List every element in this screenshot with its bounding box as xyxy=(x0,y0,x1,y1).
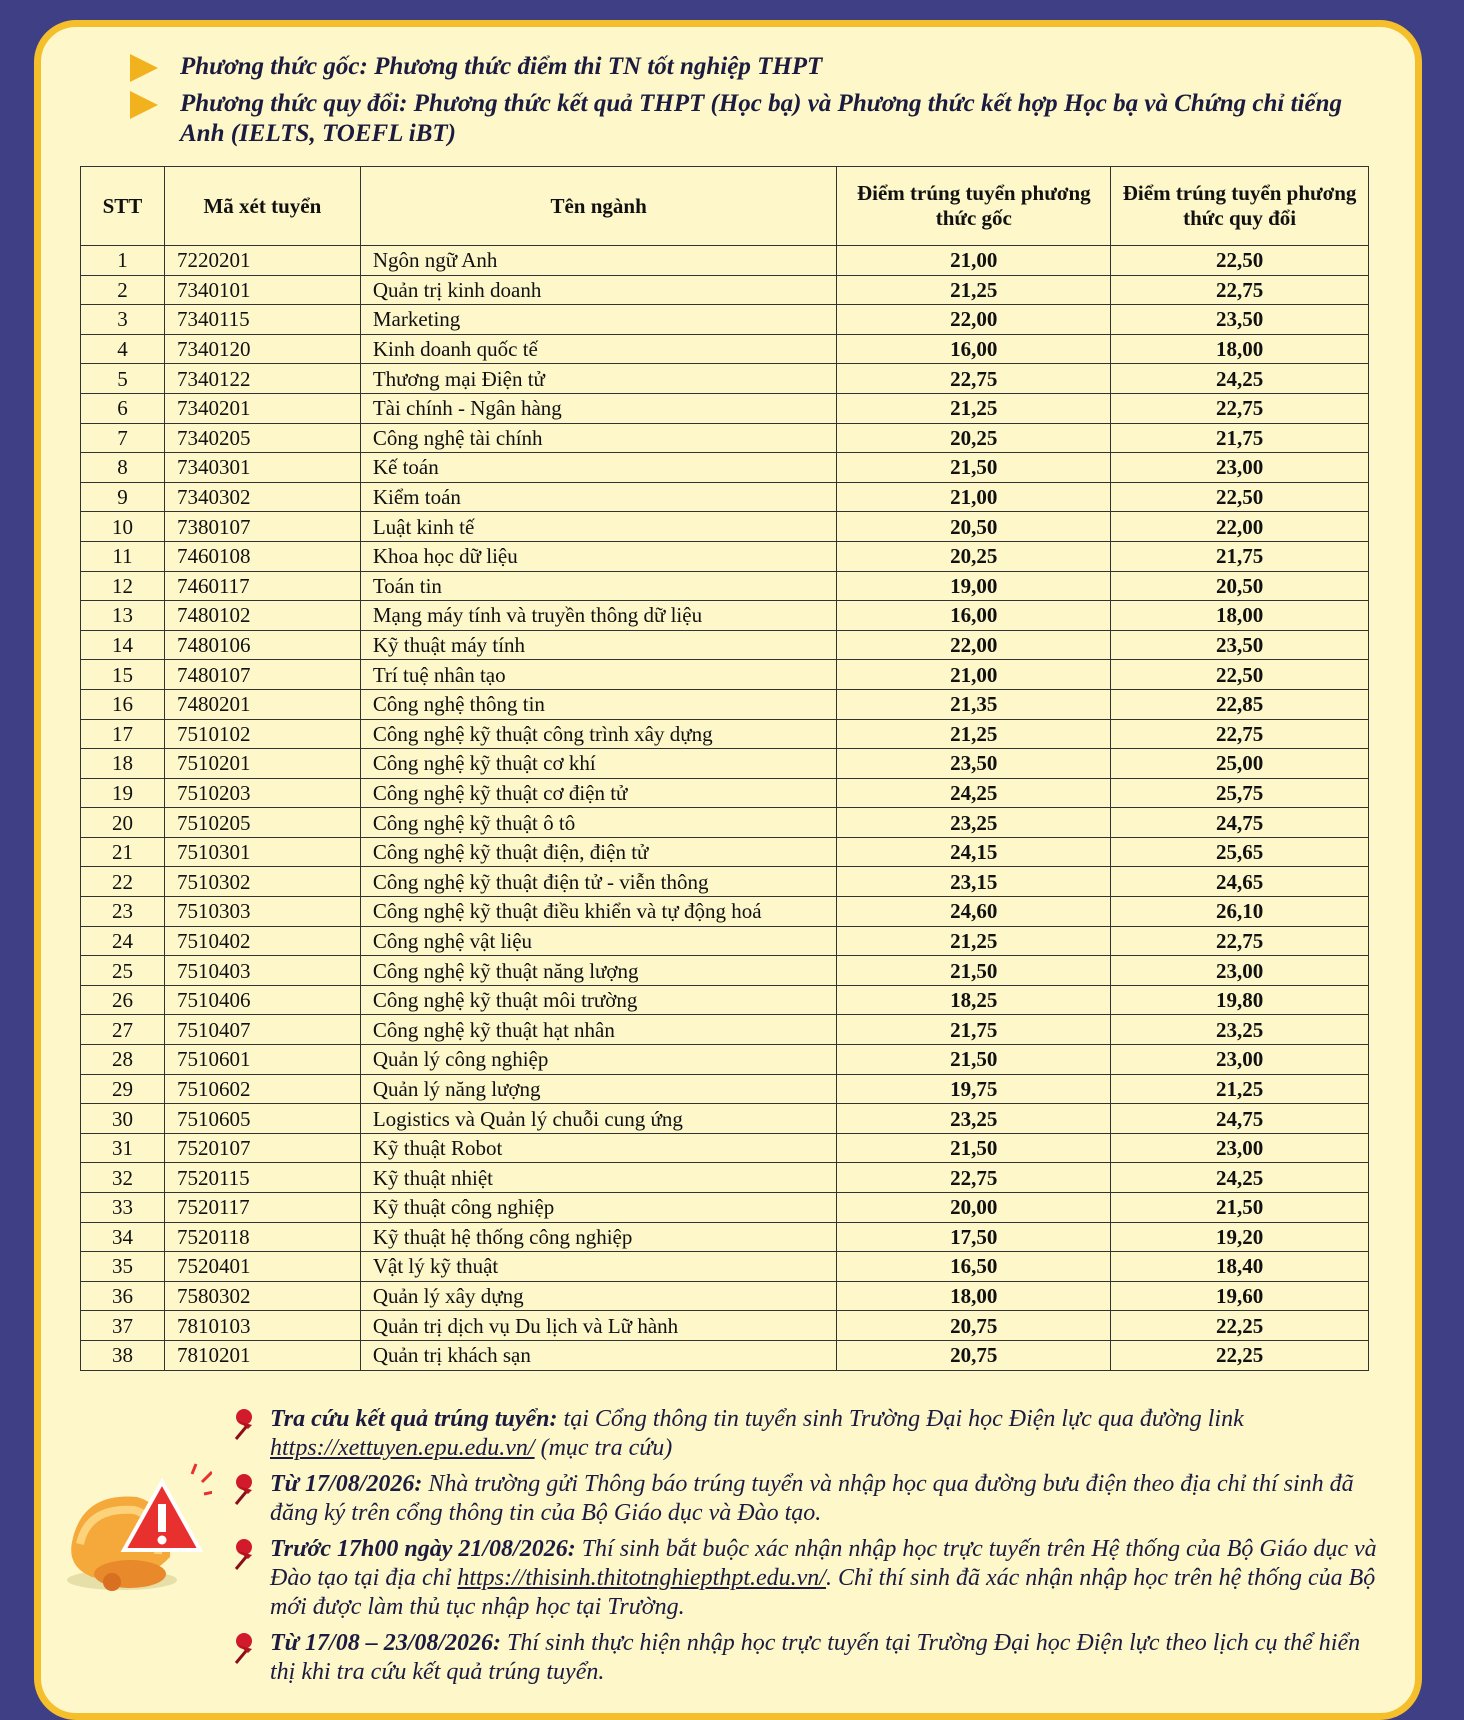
cell-stt: 15 xyxy=(81,660,165,690)
table-row xyxy=(81,601,1369,631)
table-row xyxy=(81,393,1369,423)
cell-code: 7480106 xyxy=(164,630,360,660)
cell-code: 7340115 xyxy=(164,305,360,335)
cell-score-goc: 16,50 xyxy=(837,1252,1111,1282)
cell-name: Vật lý kỹ thuật xyxy=(360,1252,837,1282)
cell-stt: 16 xyxy=(81,689,165,719)
cell-stt: 36 xyxy=(81,1281,165,1311)
pushpin-icon xyxy=(230,1537,260,1571)
cell-score-quydoi: 24,25 xyxy=(1111,1163,1369,1193)
table-row xyxy=(81,630,1369,660)
notes-list xyxy=(230,1405,1380,1694)
note-text-after: (mục tra cứu) xyxy=(534,1435,673,1461)
cell-score-goc: 21,00 xyxy=(837,482,1111,512)
note-text: Thí sinh bắt buộc xác nhận nhập học trực tuyến trên Hệ thống của Bộ Giáo dục và Đào tạo tại địa chỉ xyxy=(270,1536,1377,1591)
cell-name: Trí tuệ nhân tạo xyxy=(360,660,837,690)
cell-name: Logistics và Quản lý chuỗi cung ứng xyxy=(360,1104,837,1134)
table-row xyxy=(81,1015,1369,1045)
cell-stt: 24 xyxy=(81,926,165,956)
cell-score-quydoi: 23,00 xyxy=(1111,453,1369,483)
note-text-after: . Chỉ thí sinh đã xác nhận nhập học trên hệ thống của Bộ mới được làm thủ tục nhập học tại Trường. xyxy=(270,1565,1376,1620)
cell-code: 7510301 xyxy=(164,837,360,867)
cell-stt: 17 xyxy=(81,719,165,749)
table-row xyxy=(81,423,1369,453)
cell-code: 7510402 xyxy=(164,926,360,956)
cell-stt: 26 xyxy=(81,985,165,1015)
cell-stt: 21 xyxy=(81,837,165,867)
methods-list xyxy=(130,52,1370,156)
cell-code: 7520117 xyxy=(164,1193,360,1223)
cell-score-goc: 21,50 xyxy=(837,453,1111,483)
cell-code: 7510201 xyxy=(164,749,360,779)
cell-name: Công nghệ thông tin xyxy=(360,689,837,719)
cell-name: Kiểm toán xyxy=(360,482,837,512)
cell-stt: 12 xyxy=(81,571,165,601)
cell-stt: 14 xyxy=(81,630,165,660)
cell-score-goc: 20,25 xyxy=(837,541,1111,571)
table-row xyxy=(81,571,1369,601)
cell-name: Kỹ thuật Robot xyxy=(360,1133,837,1163)
cell-name: Quản lý xây dựng xyxy=(360,1281,837,1311)
pushpin-icon xyxy=(230,1631,260,1665)
method-quydoi xyxy=(130,89,1370,149)
cell-code: 7340301 xyxy=(164,453,360,483)
table-row xyxy=(81,1222,1369,1252)
table-row xyxy=(81,1340,1369,1370)
cell-score-quydoi: 23,25 xyxy=(1111,1015,1369,1045)
cell-score-goc: 19,75 xyxy=(837,1074,1111,1104)
bell-alert-icon xyxy=(52,1462,212,1602)
cell-stt: 4 xyxy=(81,334,165,364)
table-row xyxy=(81,808,1369,838)
header-name: Tên ngành xyxy=(360,167,837,246)
table-row xyxy=(81,1104,1369,1134)
note-heading: Trước 17h00 ngày 21/08/2026: xyxy=(270,1536,576,1562)
note-heading: Từ 17/08 – 23/08/2026: xyxy=(270,1630,502,1656)
table-row xyxy=(81,1281,1369,1311)
cell-score-quydoi: 21,25 xyxy=(1111,1074,1369,1104)
cell-score-goc: 20,75 xyxy=(837,1311,1111,1341)
cell-code: 7510601 xyxy=(164,1045,360,1075)
cell-score-quydoi: 21,75 xyxy=(1111,541,1369,571)
cell-code: 7510302 xyxy=(164,867,360,897)
cell-code: 7810103 xyxy=(164,1311,360,1341)
cell-score-goc: 17,50 xyxy=(837,1222,1111,1252)
note-heading: Từ 17/08/2026: xyxy=(270,1471,423,1497)
cell-score-goc: 20,75 xyxy=(837,1340,1111,1370)
cell-code: 7520107 xyxy=(164,1133,360,1163)
cell-code: 7520115 xyxy=(164,1163,360,1193)
table-row xyxy=(81,749,1369,779)
cell-name: Kỹ thuật máy tính xyxy=(360,630,837,660)
cell-name: Quản lý năng lượng xyxy=(360,1074,837,1104)
cell-score-goc: 23,15 xyxy=(837,867,1111,897)
cell-code: 7480107 xyxy=(164,660,360,690)
cell-code: 7510102 xyxy=(164,719,360,749)
cell-score-quydoi: 21,50 xyxy=(1111,1193,1369,1223)
cell-score-quydoi: 24,65 xyxy=(1111,867,1369,897)
table-header-row xyxy=(81,167,1369,246)
cell-stt: 10 xyxy=(81,512,165,542)
table-row xyxy=(81,1074,1369,1104)
table-row xyxy=(81,305,1369,335)
cell-stt: 28 xyxy=(81,1045,165,1075)
cell-name: Kế toán xyxy=(360,453,837,483)
cell-score-goc: 19,00 xyxy=(837,571,1111,601)
cell-score-goc: 23,25 xyxy=(837,808,1111,838)
cell-score-goc: 18,00 xyxy=(837,1281,1111,1311)
cell-stt: 34 xyxy=(81,1222,165,1252)
cell-score-goc: 20,50 xyxy=(837,512,1111,542)
cell-name: Luật kinh tế xyxy=(360,512,837,542)
cell-name: Kỹ thuật nhiệt xyxy=(360,1163,837,1193)
cell-stt: 6 xyxy=(81,393,165,423)
cell-code: 7480201 xyxy=(164,689,360,719)
cell-score-quydoi: 22,50 xyxy=(1111,482,1369,512)
cell-code: 7510203 xyxy=(164,778,360,808)
cell-name: Tài chính - Ngân hàng xyxy=(360,393,837,423)
cell-name: Quản trị dịch vụ Du lịch và Lữ hành xyxy=(360,1311,837,1341)
cell-stt: 8 xyxy=(81,453,165,483)
cell-score-goc: 22,00 xyxy=(837,305,1111,335)
table-row xyxy=(81,1311,1369,1341)
cell-score-goc: 21,25 xyxy=(837,275,1111,305)
cell-name: Quản trị kinh doanh xyxy=(360,275,837,305)
cell-score-quydoi: 26,10 xyxy=(1111,897,1369,927)
cell-score-goc: 16,00 xyxy=(837,601,1111,631)
cell-name: Công nghệ kỹ thuật môi trường xyxy=(360,985,837,1015)
method-text: Phương thức quy đổi: Phương thức kết quả THPT (Học bạ) và Phương thức kết hợp Học bạ và Chứng chỉ tiếng Anh (IELTS, TOEFL iBT) xyxy=(180,90,1342,147)
pushpin-icon xyxy=(230,1407,260,1441)
cell-stt: 7 xyxy=(81,423,165,453)
method-text: Phương thức gốc: Phương thức điểm thi TN tốt nghiệp THPT xyxy=(180,53,823,80)
cell-score-quydoi: 25,65 xyxy=(1111,837,1369,867)
triangle-bullet-icon xyxy=(130,91,158,119)
cell-score-quydoi: 22,50 xyxy=(1111,246,1369,276)
cell-score-goc: 23,50 xyxy=(837,749,1111,779)
cell-stt: 13 xyxy=(81,601,165,631)
cell-code: 7340120 xyxy=(164,334,360,364)
cell-stt: 2 xyxy=(81,275,165,305)
table-row xyxy=(81,482,1369,512)
table-row xyxy=(81,689,1369,719)
note-item xyxy=(230,1470,1380,1528)
note-link[interactable]: https://thisinh.thitotnghiepthpt.edu.vn/ xyxy=(457,1565,826,1591)
cell-stt: 1 xyxy=(81,246,165,276)
cell-code: 7220201 xyxy=(164,246,360,276)
cell-name: Công nghệ kỹ thuật điện tử - viễn thông xyxy=(360,867,837,897)
cell-name: Công nghệ kỹ thuật ô tô xyxy=(360,808,837,838)
cell-name: Marketing xyxy=(360,305,837,335)
cell-name: Công nghệ tài chính xyxy=(360,423,837,453)
note-link[interactable]: https://xettuyen.epu.edu.vn/ xyxy=(270,1435,535,1461)
table-row xyxy=(81,660,1369,690)
table-row xyxy=(81,985,1369,1015)
cell-name: Quản trị khách sạn xyxy=(360,1340,837,1370)
cell-code: 7510403 xyxy=(164,956,360,986)
cell-stt: 27 xyxy=(81,1015,165,1045)
cell-code: 7580302 xyxy=(164,1281,360,1311)
cell-name: Quản lý công nghiệp xyxy=(360,1045,837,1075)
header-stt: STT xyxy=(81,167,165,246)
table-row xyxy=(81,926,1369,956)
cell-score-quydoi: 22,50 xyxy=(1111,660,1369,690)
cell-score-goc: 20,00 xyxy=(837,1193,1111,1223)
table-row xyxy=(81,541,1369,571)
cell-score-quydoi: 23,00 xyxy=(1111,956,1369,986)
cell-score-goc: 21,35 xyxy=(837,689,1111,719)
cell-score-goc: 21,50 xyxy=(837,1133,1111,1163)
note-item xyxy=(230,1535,1380,1622)
cell-score-quydoi: 22,25 xyxy=(1111,1340,1369,1370)
cell-stt: 38 xyxy=(81,1340,165,1370)
cell-score-quydoi: 22,75 xyxy=(1111,926,1369,956)
cell-score-goc: 24,60 xyxy=(837,897,1111,927)
cell-score-goc: 21,25 xyxy=(837,393,1111,423)
cell-stt: 25 xyxy=(81,956,165,986)
cell-code: 7340122 xyxy=(164,364,360,394)
cell-stt: 32 xyxy=(81,1163,165,1193)
header-score-quydoi: Điểm trúng tuyển phương thức quy đổi xyxy=(1111,167,1369,246)
cell-score-quydoi: 23,50 xyxy=(1111,305,1369,335)
cell-code: 7340101 xyxy=(164,275,360,305)
cell-score-quydoi: 25,00 xyxy=(1111,749,1369,779)
cell-score-goc: 16,00 xyxy=(837,334,1111,364)
cell-name: Công nghệ kỹ thuật cơ điện tử xyxy=(360,778,837,808)
cell-code: 7510605 xyxy=(164,1104,360,1134)
note-heading: Tra cứu kết quả trúng tuyển: xyxy=(270,1406,558,1432)
cell-stt: 20 xyxy=(81,808,165,838)
note-text: tại Cổng thông tin tuyển sinh Trường Đại học Điện lực qua đường link xyxy=(557,1406,1244,1432)
cell-name: Ngôn ngữ Anh xyxy=(360,246,837,276)
cell-stt: 35 xyxy=(81,1252,165,1282)
cell-stt: 31 xyxy=(81,1133,165,1163)
cell-score-goc: 22,75 xyxy=(837,364,1111,394)
cell-stt: 22 xyxy=(81,867,165,897)
cell-stt: 19 xyxy=(81,778,165,808)
header-score-goc: Điểm trúng tuyển phương thức gốc xyxy=(837,167,1111,246)
cell-score-goc: 24,25 xyxy=(837,778,1111,808)
method-goc xyxy=(130,52,1370,82)
table-row xyxy=(81,512,1369,542)
cell-stt: 37 xyxy=(81,1311,165,1341)
cell-stt: 29 xyxy=(81,1074,165,1104)
cell-score-goc: 21,25 xyxy=(837,926,1111,956)
cell-score-goc: 21,25 xyxy=(837,719,1111,749)
cell-code: 7340205 xyxy=(164,423,360,453)
cell-score-quydoi: 22,75 xyxy=(1111,719,1369,749)
cell-name: Kỹ thuật hệ thống công nghiệp xyxy=(360,1222,837,1252)
cell-score-quydoi: 20,50 xyxy=(1111,571,1369,601)
cell-score-quydoi: 22,25 xyxy=(1111,1311,1369,1341)
cell-code: 7380107 xyxy=(164,512,360,542)
cell-score-quydoi: 22,85 xyxy=(1111,689,1369,719)
table-row xyxy=(81,364,1369,394)
cell-score-quydoi: 24,25 xyxy=(1111,364,1369,394)
cell-score-quydoi: 23,00 xyxy=(1111,1045,1369,1075)
cell-score-goc: 22,75 xyxy=(837,1163,1111,1193)
cell-score-goc: 21,50 xyxy=(837,1045,1111,1075)
table-row xyxy=(81,956,1369,986)
cell-score-quydoi: 22,75 xyxy=(1111,275,1369,305)
table-row xyxy=(81,1163,1369,1193)
cell-stt: 23 xyxy=(81,897,165,927)
cell-stt: 3 xyxy=(81,305,165,335)
cell-score-goc: 22,00 xyxy=(837,630,1111,660)
cell-score-goc: 18,25 xyxy=(837,985,1111,1015)
table-row xyxy=(81,275,1369,305)
cell-code: 7510406 xyxy=(164,985,360,1015)
table-row xyxy=(81,246,1369,276)
cell-stt: 30 xyxy=(81,1104,165,1134)
cell-score-quydoi: 19,80 xyxy=(1111,985,1369,1015)
cell-name: Công nghệ kỹ thuật điều khiển và tự động hoá xyxy=(360,897,837,927)
cell-stt: 33 xyxy=(81,1193,165,1223)
table-row xyxy=(81,453,1369,483)
cell-code: 7510205 xyxy=(164,808,360,838)
table-row xyxy=(81,1193,1369,1223)
note-item xyxy=(230,1405,1380,1463)
cell-code: 7340201 xyxy=(164,393,360,423)
cell-score-quydoi: 18,00 xyxy=(1111,601,1369,631)
cell-name: Công nghệ kỹ thuật năng lượng xyxy=(360,956,837,986)
cell-code: 7520401 xyxy=(164,1252,360,1282)
cell-code: 7510303 xyxy=(164,897,360,927)
cell-name: Mạng máy tính và truyền thông dữ liệu xyxy=(360,601,837,631)
cell-code: 7510602 xyxy=(164,1074,360,1104)
cell-score-quydoi: 25,75 xyxy=(1111,778,1369,808)
header-code: Mã xét tuyển xyxy=(164,167,360,246)
cell-score-quydoi: 22,00 xyxy=(1111,512,1369,542)
cell-score-goc: 20,25 xyxy=(837,423,1111,453)
cell-score-goc: 21,00 xyxy=(837,660,1111,690)
cell-score-quydoi: 19,60 xyxy=(1111,1281,1369,1311)
cell-stt: 18 xyxy=(81,749,165,779)
cell-code: 7340302 xyxy=(164,482,360,512)
cell-stt: 5 xyxy=(81,364,165,394)
note-text: Thí sinh thực hiện nhập học trực tuyến tại Trường Đại học Điện lực theo lịch cụ thể hiển thị khi tra cứu kết quả trúng tuyển. xyxy=(270,1630,1361,1685)
cell-name: Khoa học dữ liệu xyxy=(360,541,837,571)
cell-name: Công nghệ kỹ thuật điện, điện tử xyxy=(360,837,837,867)
cell-score-goc: 23,25 xyxy=(837,1104,1111,1134)
table-row xyxy=(81,837,1369,867)
pushpin-icon xyxy=(230,1472,260,1506)
cell-code: 7520118 xyxy=(164,1222,360,1252)
table-row xyxy=(81,1045,1369,1075)
cell-stt: 11 xyxy=(81,541,165,571)
table-row xyxy=(81,1133,1369,1163)
cell-code: 7510407 xyxy=(164,1015,360,1045)
cell-score-quydoi: 24,75 xyxy=(1111,1104,1369,1134)
cell-code: 7460117 xyxy=(164,571,360,601)
cell-name: Toán tin xyxy=(360,571,837,601)
cell-score-goc: 21,50 xyxy=(837,956,1111,986)
cell-name: Công nghệ kỹ thuật hạt nhân xyxy=(360,1015,837,1045)
cell-name: Kinh doanh quốc tế xyxy=(360,334,837,364)
note-item xyxy=(230,1629,1380,1687)
cell-score-quydoi: 24,75 xyxy=(1111,808,1369,838)
cell-score-goc: 21,75 xyxy=(837,1015,1111,1045)
cell-name: Công nghệ kỹ thuật cơ khí xyxy=(360,749,837,779)
table-row xyxy=(81,719,1369,749)
cell-code: 7460108 xyxy=(164,541,360,571)
cell-stt: 9 xyxy=(81,482,165,512)
table-row xyxy=(81,897,1369,927)
table-row xyxy=(81,778,1369,808)
cell-name: Công nghệ kỹ thuật công trình xây dựng xyxy=(360,719,837,749)
cell-score-quydoi: 22,75 xyxy=(1111,393,1369,423)
cell-score-quydoi: 21,75 xyxy=(1111,423,1369,453)
cell-score-quydoi: 23,50 xyxy=(1111,630,1369,660)
cell-score-quydoi: 23,00 xyxy=(1111,1133,1369,1163)
cell-code: 7810201 xyxy=(164,1340,360,1370)
table-row xyxy=(81,867,1369,897)
cell-score-quydoi: 18,00 xyxy=(1111,334,1369,364)
table-row xyxy=(81,334,1369,364)
table-row xyxy=(81,1252,1369,1282)
triangle-bullet-icon xyxy=(130,54,158,82)
note-text: Nhà trường gửi Thông báo trúng tuyển và nhập học qua đường bưu điện theo địa chỉ thí sinh đã đăng ký trên cổng thông tin của Bộ Giáo dục và Đào tạo. xyxy=(270,1471,1354,1526)
cell-score-quydoi: 18,40 xyxy=(1111,1252,1369,1282)
cell-score-quydoi: 19,20 xyxy=(1111,1222,1369,1252)
cell-score-goc: 21,00 xyxy=(837,246,1111,276)
cell-code: 7480102 xyxy=(164,601,360,631)
cell-name: Kỹ thuật công nghiệp xyxy=(360,1193,837,1223)
cell-name: Công nghệ vật liệu xyxy=(360,926,837,956)
score-table xyxy=(80,166,1369,1371)
cell-score-goc: 24,15 xyxy=(837,837,1111,867)
cell-name: Thương mại Điện tử xyxy=(360,364,837,394)
